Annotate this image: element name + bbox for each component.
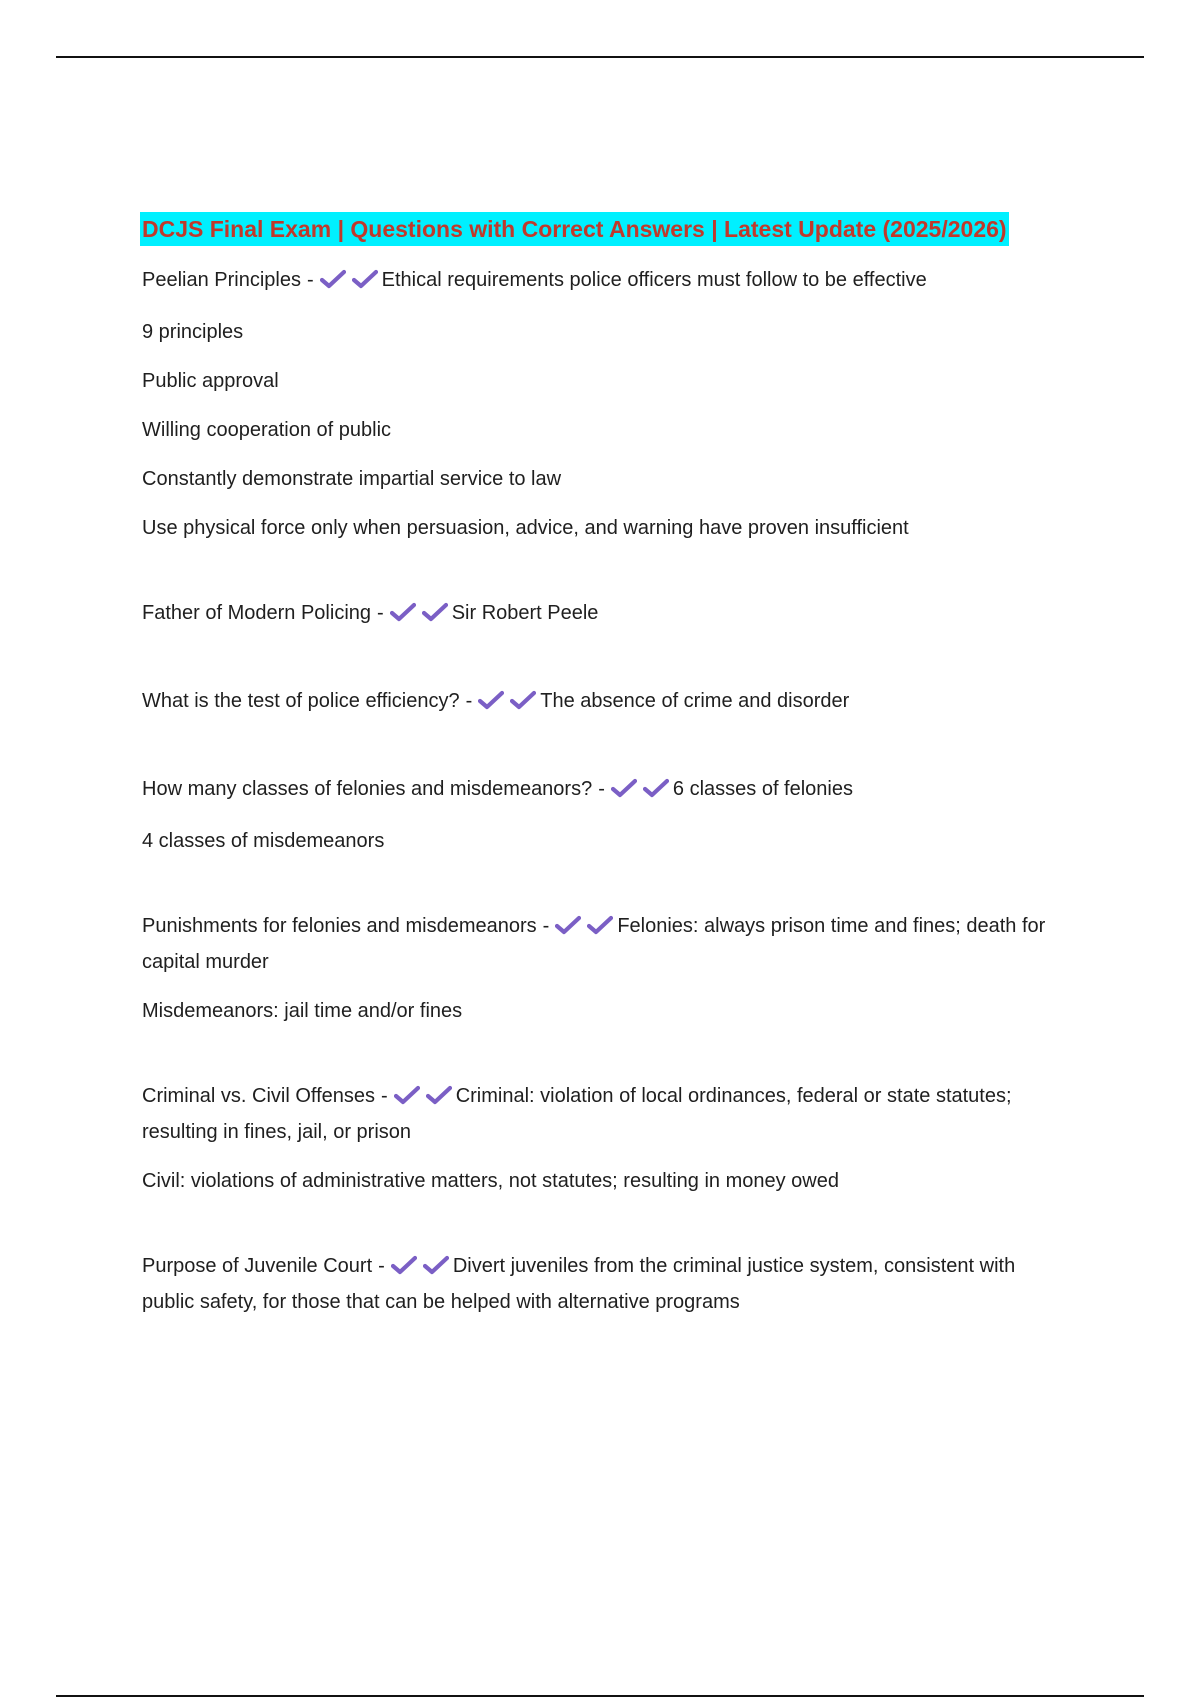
answer-text: The absence of crime and disorder <box>540 690 850 712</box>
answer-text: 6 classes of felonies <box>672 778 853 800</box>
question-separator: - <box>377 602 384 624</box>
qa-first-line <box>142 264 1062 300</box>
answer-text: Ethical requirements police officers must follow to be effective <box>381 269 927 291</box>
question-text: Peelian Principles <box>142 269 301 291</box>
qa-item <box>142 685 1062 721</box>
check-icon <box>611 778 637 798</box>
document-body <box>142 212 1062 1319</box>
question-separator: - <box>378 1255 385 1277</box>
question-text: Criminal vs. Civil Offenses <box>142 1085 376 1107</box>
qa-list <box>142 264 1062 1319</box>
question-separator: - <box>465 690 473 712</box>
check-icon <box>643 778 669 798</box>
check-icon <box>426 1085 452 1105</box>
top-rule <box>56 56 1144 58</box>
answer-detail-line: Civil: violations of administrative matters, not statutes; resulting in money owed <box>142 1170 839 1192</box>
document-title: DCJS Final Exam | Questions with Correct Answers | Latest Update (2025/2026) <box>140 212 1009 246</box>
check-icon <box>352 269 378 289</box>
check-icon <box>478 690 504 710</box>
double-check-icon <box>555 913 615 946</box>
question-separator: - <box>306 269 314 291</box>
qa-item <box>142 597 1062 633</box>
question-text: Father of Modern Policing <box>142 602 372 624</box>
question-text: Punishments for felonies and misdemeanors <box>142 915 537 937</box>
check-icon <box>390 602 416 622</box>
qa-first-line <box>142 685 1062 721</box>
double-check-icon <box>611 776 671 809</box>
qa-item <box>142 910 1062 1028</box>
bottom-rule <box>56 1695 1144 1697</box>
check-icon <box>423 1255 449 1275</box>
check-icon <box>394 1085 420 1105</box>
answer-detail-line: Constantly demonstrate impartial service to law <box>142 468 562 490</box>
qa-first-line <box>142 597 1062 633</box>
answer-detail-line: Use physical force only when persuasion, advice, and warning have proven insufficient <box>142 517 909 539</box>
qa-item <box>142 264 1062 545</box>
check-icon <box>510 690 536 710</box>
answer-text: Criminal: violation of local ordinances, federal or state statutes; resulting in fines, jail, or prison <box>142 1085 1012 1143</box>
double-check-icon <box>391 1253 451 1286</box>
double-check-icon <box>478 688 538 721</box>
question-text: What is the test of police efficiency? <box>142 690 460 712</box>
qa-first-line <box>142 910 1062 979</box>
qa-item <box>142 1080 1062 1198</box>
qa-first-line <box>142 1250 1062 1319</box>
answer-detail-line: Willing cooperation of public <box>142 419 392 441</box>
double-check-icon <box>390 600 450 633</box>
check-icon <box>422 602 448 622</box>
answer-detail-line: 4 classes of misdemeanors <box>142 830 385 852</box>
answer-text: Sir Robert Peele <box>451 602 599 624</box>
answer-text: Divert juveniles from the criminal justice system, consistent with public safety, for those that can be helped with alternative programs <box>142 1255 1016 1313</box>
answer-text: Felonies: always prison time and fines; death for capital murder <box>142 915 1046 973</box>
qa-item <box>142 1250 1062 1319</box>
answer-detail-line: 9 principles <box>142 321 244 343</box>
check-icon <box>320 269 346 289</box>
question-text: How many classes of felonies and misdemeanors? <box>142 778 593 800</box>
double-check-icon <box>394 1083 454 1116</box>
question-separator: - <box>381 1085 388 1107</box>
qa-first-line <box>142 773 1062 809</box>
check-icon <box>555 915 581 935</box>
qa-item <box>142 773 1062 858</box>
question-separator: - <box>598 778 605 800</box>
question-separator: - <box>542 915 550 937</box>
check-icon <box>587 915 613 935</box>
question-text: Purpose of Juvenile Court <box>142 1255 373 1277</box>
answer-detail-line: Misdemeanors: jail time and/or fines <box>142 1000 463 1022</box>
answer-detail-line: Public approval <box>142 370 279 392</box>
double-check-icon <box>320 267 380 300</box>
qa-first-line <box>142 1080 1062 1149</box>
check-icon <box>391 1255 417 1275</box>
